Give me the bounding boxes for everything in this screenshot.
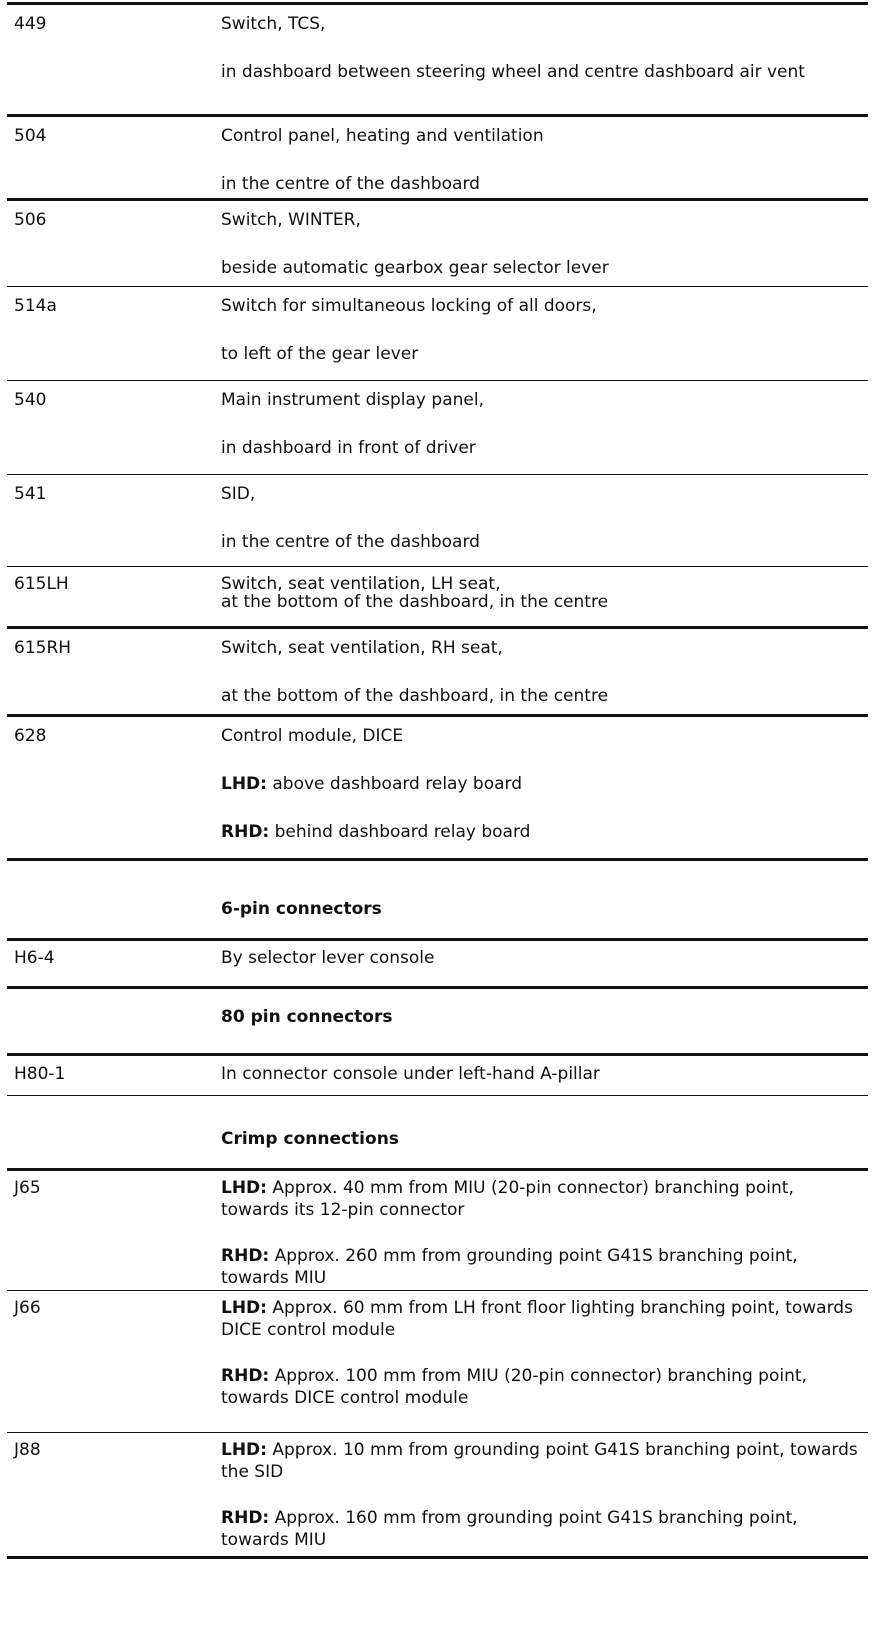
drive-side-label: LHD: xyxy=(221,1440,267,1460)
description-text: In connector console under left-hand A-pillar xyxy=(221,1064,600,1084)
section-heading-block xyxy=(7,858,868,938)
description-text: Approx. 10 mm from grounding point G41S branching point, towards the SID xyxy=(221,1440,858,1482)
description-text: in the centre of the dashboard xyxy=(221,532,480,552)
table-row-615rh xyxy=(7,626,868,714)
table-row-506 xyxy=(7,198,868,286)
description-text: to left of the gear lever xyxy=(221,344,419,364)
hand-drive-location-line xyxy=(221,1439,860,1483)
description-text: in dashboard between steering wheel and centre dashboard air vent xyxy=(221,62,805,82)
table-row-628 xyxy=(7,714,868,858)
component-code: 504 xyxy=(14,126,47,146)
description-text: Approx. 40 mm from MIU (20-pin connector) branching point, towards its 12-pin connector xyxy=(221,1178,794,1220)
description-text: Main instrument display panel, xyxy=(221,390,484,410)
description-text: Switch, WINTER, xyxy=(221,210,361,230)
component-code: 449 xyxy=(14,14,47,34)
drive-side-label: RHD: xyxy=(221,1366,270,1386)
description-text: Switch, seat ventilation, LH seat, xyxy=(221,574,501,594)
section-heading-text: Crimp connections xyxy=(221,1129,399,1149)
hand-drive-location-line xyxy=(221,773,860,795)
component-code: 506 xyxy=(14,210,47,230)
component-code: H6-4 xyxy=(14,948,55,968)
connector-location-table xyxy=(7,2,868,1559)
section-heading-text: 6-pin connectors xyxy=(221,899,382,919)
drive-side-label: LHD: xyxy=(221,1178,267,1198)
component-code: 541 xyxy=(14,484,47,504)
description-text: SID, xyxy=(221,484,256,504)
component-code: 615RH xyxy=(14,638,72,658)
table-row-514a xyxy=(7,286,868,380)
drive-side-label: RHD: xyxy=(221,1508,270,1528)
description-text: at the bottom of the dashboard, in the centre xyxy=(221,592,609,612)
component-code: 514a xyxy=(14,296,57,316)
description-line xyxy=(221,125,860,147)
component-code: H80-1 xyxy=(14,1064,66,1084)
description-line xyxy=(221,725,860,747)
component-code: 540 xyxy=(14,390,47,410)
section-heading xyxy=(221,1007,860,1027)
description-text: Approx. 100 mm from MIU (20-pin connector) branching point, towards DICE control module xyxy=(221,1366,807,1408)
description-text: Switch, TCS, xyxy=(221,14,326,34)
description-line xyxy=(221,685,860,707)
description-line xyxy=(221,257,860,279)
description-text: By selector lever console xyxy=(221,948,435,968)
table-row-j65 xyxy=(7,1168,868,1290)
description-line xyxy=(221,389,860,411)
component-code: 615LH xyxy=(14,574,69,594)
description-text: Control panel, heating and ventilation xyxy=(221,126,544,146)
drive-side-label: RHD: xyxy=(221,822,270,842)
description-text: Approx. 60 mm from LH front floor lighting branching point, towards DICE control module xyxy=(221,1298,853,1340)
description-line xyxy=(221,637,860,659)
section-heading xyxy=(221,1129,860,1149)
table-row-j88 xyxy=(7,1432,868,1556)
table-row-540 xyxy=(7,380,868,474)
description-text: Approx. 260 mm from grounding point G41S branching point, towards MIU xyxy=(221,1246,798,1288)
component-code: J88 xyxy=(14,1440,41,1460)
hand-drive-location-line xyxy=(221,1507,860,1551)
component-code: 628 xyxy=(14,726,47,746)
description-line xyxy=(221,437,860,459)
table-row-615lh xyxy=(7,566,868,626)
description-line xyxy=(221,343,860,365)
section-heading-block xyxy=(7,1095,868,1168)
description-text: above dashboard relay board xyxy=(266,774,523,794)
description-line xyxy=(221,1063,860,1085)
description-line xyxy=(221,483,860,505)
table-row-449 xyxy=(7,2,868,114)
table-bottom-rule xyxy=(7,1556,868,1559)
description-line xyxy=(221,61,860,83)
hand-drive-location-line xyxy=(221,821,860,843)
table-row-541 xyxy=(7,474,868,566)
drive-side-label: LHD: xyxy=(221,774,267,794)
description-line xyxy=(221,591,860,613)
description-text: Approx. 160 mm from grounding point G41S branching point, towards MIU xyxy=(221,1508,798,1550)
section-heading-text: 80 pin connectors xyxy=(221,1007,393,1027)
description-text: Switch for simultaneous locking of all doors, xyxy=(221,296,597,316)
section-heading xyxy=(221,899,860,919)
description-line xyxy=(221,531,860,553)
description-line xyxy=(221,209,860,231)
description-line xyxy=(221,173,860,195)
description-line xyxy=(221,947,860,969)
component-code: J66 xyxy=(14,1298,41,1318)
drive-side-label: LHD: xyxy=(221,1298,267,1318)
hand-drive-location-line xyxy=(221,1365,860,1409)
description-text: behind dashboard relay board xyxy=(269,822,531,842)
description-text: in dashboard in front of driver xyxy=(221,438,476,458)
description-text: beside automatic gearbox gear selector lever xyxy=(221,258,609,278)
hand-drive-location-line xyxy=(221,1245,860,1289)
description-text: in the centre of the dashboard xyxy=(221,174,480,194)
hand-drive-location-line xyxy=(221,1297,860,1341)
table-row-j66 xyxy=(7,1290,868,1432)
drive-side-label: RHD: xyxy=(221,1246,270,1266)
table-row-h6-4 xyxy=(7,938,868,986)
table-row-504 xyxy=(7,114,868,198)
section-heading-block xyxy=(7,986,868,1053)
description-text: Switch, seat ventilation, RH seat, xyxy=(221,638,503,658)
description-line xyxy=(221,295,860,317)
description-line xyxy=(221,13,860,35)
table-row-h80-1 xyxy=(7,1053,868,1095)
component-code: J65 xyxy=(14,1178,41,1198)
description-text: Control module, DICE xyxy=(221,726,404,746)
hand-drive-location-line xyxy=(221,1177,860,1221)
description-text: at the bottom of the dashboard, in the centre xyxy=(221,686,609,706)
